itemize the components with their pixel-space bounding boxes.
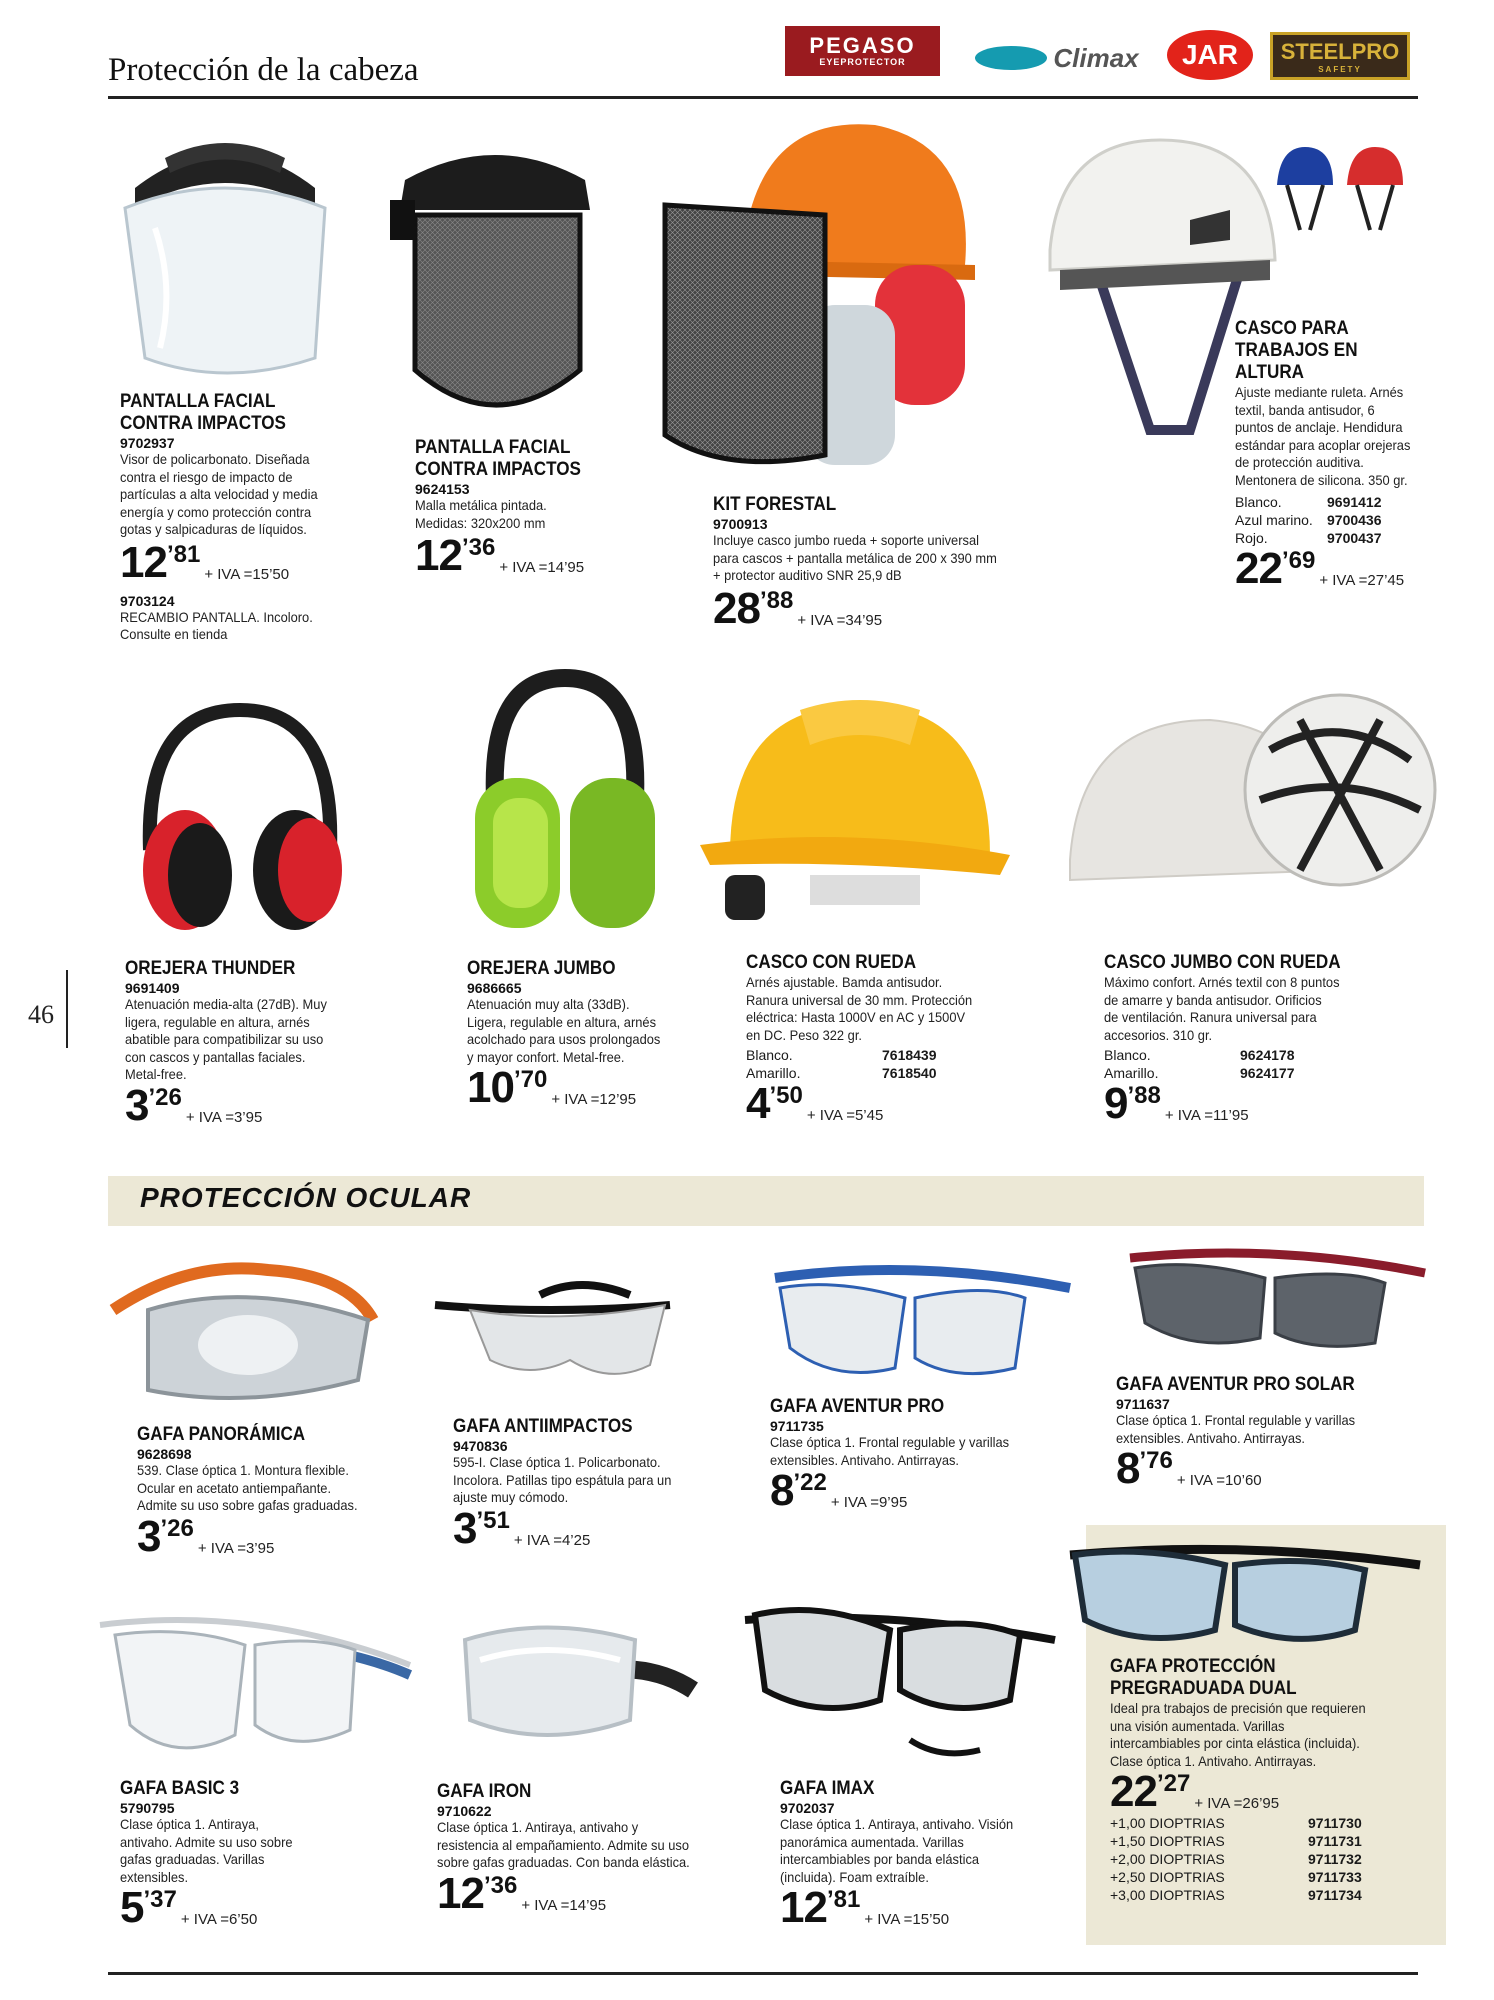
product-glasses-imax (780, 1778, 1080, 1932)
product-glasses-dual (1110, 1656, 1440, 1904)
product-glasses-basic3 (120, 1778, 370, 1932)
variant-row: Rojo. 9700437 (1235, 530, 1382, 546)
page-title: Protección de la cabeza (108, 52, 419, 88)
product-description: Ideal pra trabajos de precisión que requieren una visión aumentada. Varillas intercambiables por cinta elástica (incluida). Clase óptica 1. Antivaho. Antirrayas. (1110, 1700, 1366, 1769)
section-title: PROTECCIÓN OCULAR (140, 1182, 472, 1213)
face-shield-mesh-image (385, 140, 605, 440)
product-name: CASCO CON RUEDA (746, 952, 917, 973)
product-description: 595-I. Clase óptica 1. Policarbonato. Incolora. Patillas tipo espátula para un ajuste muy cómodo. (453, 1454, 672, 1505)
glasses-antiimpact-image (430, 1265, 680, 1395)
product-price: 10 ’70 + IVA =12’95 (467, 1063, 637, 1112)
product-code: 9702937 (120, 435, 175, 451)
product-description: Clase óptica 1. Antiraya, antivaho y resistencia al empañamiento. Admite su uso sobre gafas graduadas. Con banda elástica. (437, 1819, 690, 1870)
product-code: 9686665 (467, 980, 522, 996)
variant-table (1110, 1814, 1440, 1904)
jar-logo-text: JAR (1181, 39, 1238, 70)
steelpro-logo (1270, 32, 1410, 80)
product-price: 22 ’27 + IVA =26’95 (1110, 1767, 1280, 1816)
product-price: 12 ’36 + IVA =14’95 (415, 531, 585, 580)
product-code: 9470836 (453, 1438, 508, 1454)
product-description: Malla metálica pintada. Medidas: 320x200 mm (415, 497, 547, 531)
earmuff-jumbo-image (465, 668, 665, 938)
header-divider (108, 96, 1418, 99)
product-hard-hat (746, 952, 1036, 1128)
product-price: 28 ’88 + IVA =34’95 (713, 583, 883, 633)
product-earmuff-thunder (125, 958, 385, 1130)
glasses-aventur-pro-solar-image (1125, 1243, 1435, 1363)
climax-logo (962, 36, 1152, 80)
product-hard-hat-jumbo (1104, 952, 1404, 1128)
height-helmet-blue-thumb (1275, 145, 1335, 235)
product-description: Clase óptica 1. Frontal regulable y varillas extensibles. Antivaho. Antirrayas. (1116, 1412, 1356, 1446)
product-name: GAFA ANTIIMPACTOS (453, 1416, 633, 1437)
spare-code: 9703124 (120, 592, 175, 609)
product-name: GAFA AVENTUR PRO (770, 1396, 945, 1417)
variant-row: +3,00 DIOPTRIAS 9711734 (1110, 1887, 1362, 1903)
product-name-line2: CONTRA IMPACTOS (120, 413, 286, 434)
forestry-kit-image (655, 115, 985, 475)
product-code: 9702037 (780, 1800, 835, 1816)
product-description: 539. Clase óptica 1. Montura flexible. Ocular en acetato antiempañante. Admite su uso sobre gafas graduadas. (137, 1462, 358, 1513)
product-name: GAFA AVENTUR PRO SOLAR (1116, 1374, 1355, 1395)
variant-row: +2,00 DIOPTRIAS 9711732 (1110, 1851, 1362, 1867)
product-face-shield-mesh (415, 437, 655, 580)
variant-table (1235, 493, 1445, 547)
variant-table (746, 1046, 1036, 1082)
steelpro-logo-text: STEELPRO (1280, 38, 1400, 64)
climax-swoosh-icon (975, 46, 1047, 70)
product-name: GAFA IRON (437, 1781, 532, 1802)
product-description: Atenuación media-alta (27dB). Muy ligera, regulable en altura, arnés abatible para compatibilizar su uso con cascos y pantallas faciales. Metal-free. (125, 996, 327, 1082)
spare-description: RECAMBIO PANTALLA. Incoloro. Consulte en tienda (120, 608, 313, 642)
product-price: 8 ’22 + IVA =9’95 (770, 1466, 908, 1515)
product-name: GAFA PROTECCIÓN (1110, 1656, 1276, 1677)
product-code: 9691409 (125, 980, 180, 996)
glasses-aventur-pro-image (765, 1248, 1075, 1388)
product-description: Arnés ajustable. Bamda antisudor. Ranura universal de 30 mm. Protección eléctrica: Hasta 1000V en AC y 1500V en DC. Peso 322 gr. (746, 974, 973, 1043)
variant-row: +1,00 DIOPTRIAS 9711730 (1110, 1815, 1362, 1831)
variant-row: Blanco. 9624178 (1104, 1047, 1295, 1063)
climax-logo-text: Climax (1053, 42, 1139, 73)
product-name: OREJERA JUMBO (467, 958, 616, 979)
product-description: Máximo confort. Arnés textil con 8 puntos de amarre y banda antisudor. Orificios de ventilación. Ranura universal para accesorios. 310 gr. (1104, 974, 1340, 1043)
product-code: 9628698 (137, 1446, 192, 1462)
product-description: Ajuste mediante ruleta. Arnés textil, banda antisudor, 6 puntos de anclaje. Hendidura estándar para acoplar orejeras de protección auditiva. Mentonera de silicona. 350 gr. (1235, 384, 1411, 488)
product-price: 8 ’76 + IVA =10’60 (1116, 1444, 1262, 1493)
product-code: 9710622 (437, 1803, 492, 1819)
product-price: 12 ’81 + IVA =15’50 (780, 1883, 950, 1932)
jar-logo (1167, 30, 1253, 80)
product-description: Clase óptica 1. Antiraya, antivaho. Admite su uso sobre gafas graduadas. Varillas extensibles. (120, 1816, 293, 1885)
variant-row: Blanco. 7618439 (746, 1047, 937, 1063)
product-name: CASCO PARA (1235, 318, 1349, 339)
page-number-bar (66, 970, 68, 1048)
face-shield-clear-image (115, 128, 335, 378)
product-name: GAFA BASIC 3 (120, 1778, 240, 1799)
footer-divider (108, 1972, 1418, 1975)
product-name: CASCO JUMBO CON RUEDA (1104, 952, 1341, 973)
product-name-line2: CONTRA IMPACTOS (415, 459, 581, 480)
product-name: GAFA PANORÁMICA (137, 1424, 306, 1445)
product-goggles-panoramic (137, 1424, 427, 1561)
product-price: 3 ’26 + IVA =3’95 (137, 1511, 275, 1561)
product-description: Visor de policarbonato. Diseñada contra el riesgo de impacto de partículas a alta velocidad y media energía y como protección contra gotas y salpicaduras de líquidos. (120, 451, 318, 537)
product-glasses-antiimpact (453, 1416, 743, 1553)
product-price: 9 ’88 + IVA =11’95 (1104, 1079, 1249, 1128)
steelpro-logo-subtext: SAFETY (1318, 64, 1362, 74)
product-glasses-aventur-pro-solar (1116, 1374, 1416, 1493)
product-code: 5790795 (120, 1800, 175, 1816)
hard-hat-yellow-image (700, 685, 1010, 935)
product-height-helmet (1235, 318, 1445, 593)
product-earmuff-jumbo (467, 958, 717, 1112)
product-face-shield-clear (120, 391, 380, 644)
pegaso-logo-text: PEGASO (809, 33, 916, 58)
product-price: 4 ’50 + IVA =5’45 (746, 1079, 884, 1128)
goggles-panoramic-image (108, 1250, 378, 1410)
variant-row: Azul marino. 9700436 (1235, 512, 1382, 528)
product-code: 9624153 (415, 481, 470, 497)
product-name: PANTALLA FACIAL (415, 437, 571, 458)
product-name: KIT FORESTAL (713, 494, 837, 515)
variant-row: Blanco. 9691412 (1235, 494, 1382, 510)
earmuff-thunder-image (125, 700, 355, 940)
height-helmet-red-thumb (1345, 145, 1405, 235)
product-code: 9711735 (770, 1418, 824, 1434)
product-price: 12 ’36 + IVA =14’95 (437, 1868, 607, 1918)
product-code: 9711637 (1116, 1396, 1170, 1412)
product-price: 12 ’81 + IVA =15’50 (120, 537, 290, 587)
glasses-basic3-image (95, 1605, 415, 1775)
variant-row: +2,50 DIOPTRIAS 9711733 (1110, 1869, 1362, 1885)
product-price: 22 ’69 + IVA =27’45 (1235, 544, 1405, 593)
product-name-line2: PREGRADUADA DUAL (1110, 1678, 1297, 1699)
goggles-iron-image (455, 1610, 695, 1750)
product-name: PANTALLA FACIAL (120, 391, 276, 412)
product-name: OREJERA THUNDER (125, 958, 296, 979)
variant-row: Amarillo. 9624177 (1104, 1065, 1295, 1081)
product-name: GAFA IMAX (780, 1778, 875, 1799)
product-forestry-kit (713, 494, 1053, 633)
product-goggles-iron (437, 1781, 747, 1918)
product-description: Clase óptica 1. Frontal regulable y varillas extensibles. Antivaho. Antirrayas. (770, 1434, 1010, 1468)
glasses-imax-image (740, 1590, 1060, 1780)
product-price: 5 ’37 + IVA =6’50 (120, 1883, 258, 1932)
pegaso-logo-subtext: EYEPROTECTOR (819, 57, 906, 67)
glasses-dual-image (1065, 1535, 1425, 1655)
page-number: 46 (28, 1000, 54, 1029)
product-price: 3 ’51 + IVA =4’25 (453, 1503, 591, 1553)
hard-hat-jumbo-image (1060, 690, 1440, 920)
variant-table (1104, 1046, 1404, 1082)
product-description: Atenuación muy alta (33dB). Ligera, regulable en altura, arnés acolchado para usos prolongados y mayor confort. Metal-free. (467, 996, 661, 1065)
variant-row: Amarillo. 7618540 (746, 1065, 937, 1081)
product-description: Incluye casco jumbo rueda + soporte universal para cascos + pantalla metálica de 200 x 390 mm + protector auditivo SNR 25,9 dB (713, 532, 997, 583)
product-glasses-aventur-pro (770, 1396, 1070, 1515)
product-code: 9700913 (713, 516, 768, 532)
pegaso-logo (785, 26, 940, 76)
variant-row: +1,50 DIOPTRIAS 9711731 (1110, 1833, 1362, 1849)
product-price: 3 ’26 + IVA =3’95 (125, 1080, 263, 1130)
product-name-line2: TRABAJOS EN ALTURA (1235, 340, 1358, 383)
product-description: Clase óptica 1. Antiraya, antivaho. Visión panorámica aumentada. Varillas intercambiables por banda elástica (incluida). Foam extraíble. (780, 1816, 1014, 1885)
